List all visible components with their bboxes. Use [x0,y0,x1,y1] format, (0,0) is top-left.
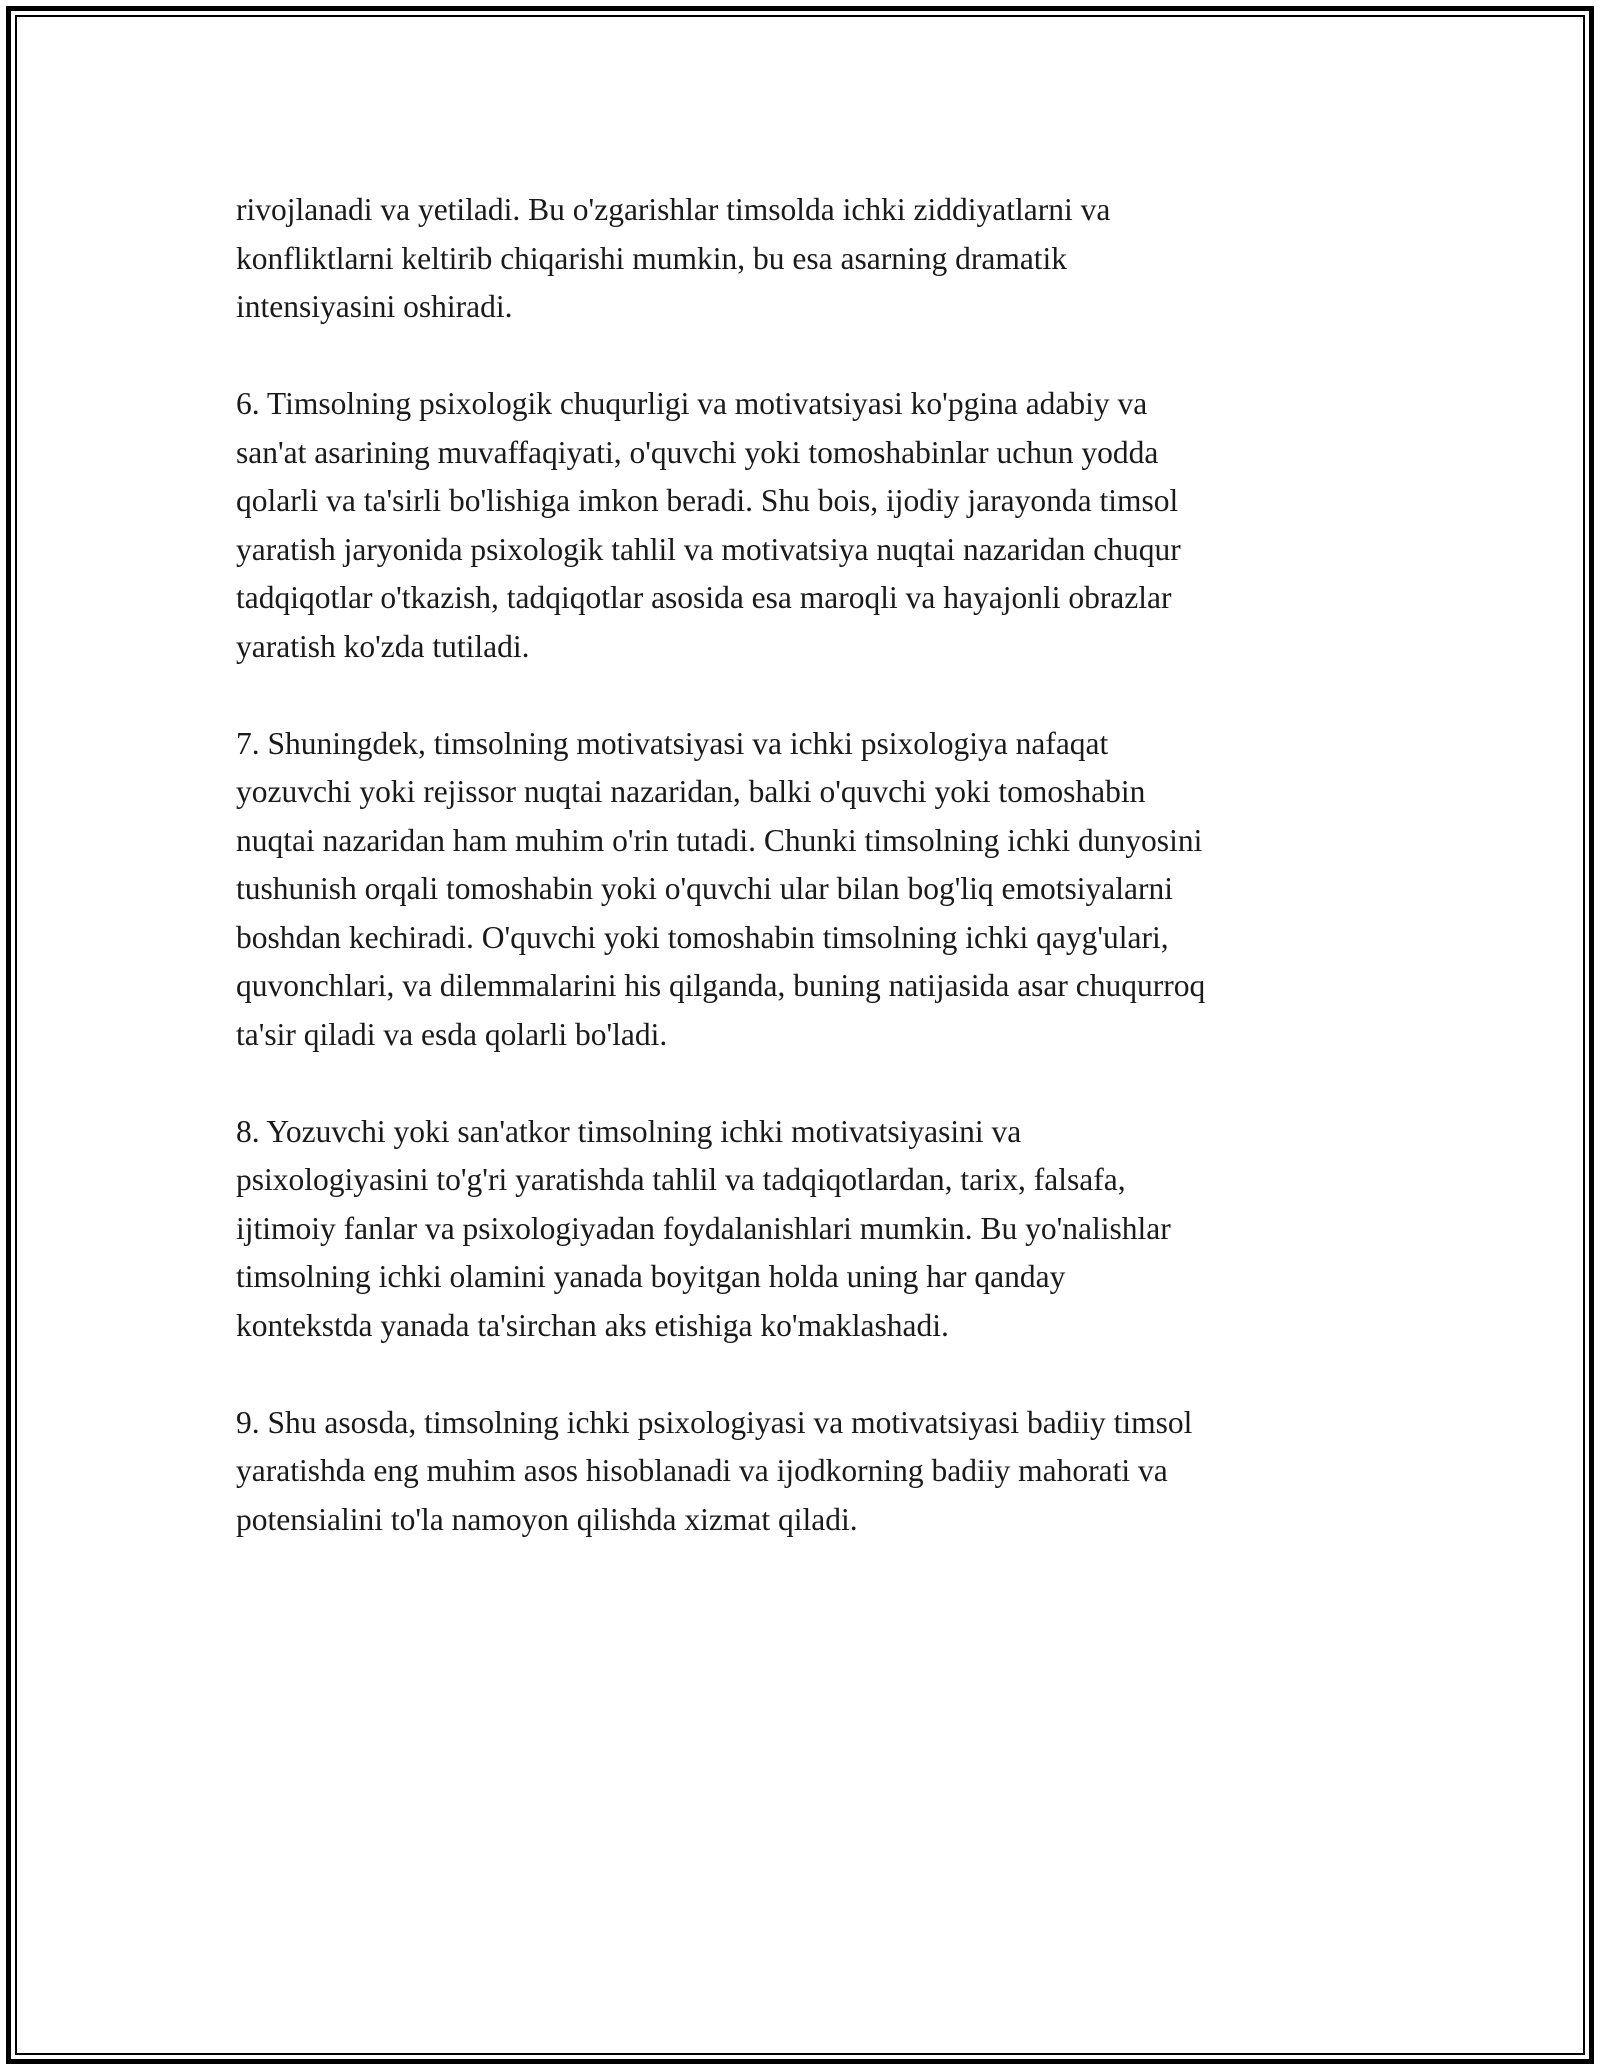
text-line: psixologiyasini to'g'ri yaratishda tahlil va tadqiqotlardan, tarix, falsafa, [236,1162,1126,1197]
text-line: boshdan kechiradi. O'quvchi yoki tomoshabin timsolning ichki qayg'ulari, [236,919,1169,955]
paragraph-item-7 [236,720,1416,1060]
document-body [236,186,1416,1593]
text-line: timsolning ichki olamini yanada boyitgan holda uning har qanday [236,1259,1066,1294]
text-line: yozuvchi yoki rejissor nuqtai nazaridan, balki o'quvchi yoki tomoshabin [236,774,1146,809]
paragraph-item-6 [236,380,1416,671]
text-line: konfliktlarni keltirib chiqarishi mumkin, bu esa asarning dramatik [236,240,1068,276]
text-line: kontekstda yanada ta'sirchan aks etishiga ko'maklashadi. [236,1307,949,1343]
text-line: quvonchlari, va dilemmalarini his qilganda, buning natijasida asar chuqurroq [236,968,1206,1003]
text-line: ta'sir qiladi va esda qolarli bo'ladi. [236,1016,668,1052]
text-line: yaratish ko'zda tutiladi. [236,628,530,664]
text-line: rivojlanadi va yetiladi. Bu o'zgarishlar timsolda ichki ziddiyatlarni va [236,192,1111,227]
text-line: ijtimoiy fanlar va psixologiyadan foydalanishlari mumkin. Bu yo'nalishlar [236,1210,1171,1246]
paragraph-item-8 [236,1108,1416,1351]
text-line: 7. Shuningdek, timsolning motivatsiyasi va ichki psixologiya nafaqat [236,725,1109,761]
text-line: 8. Yozuvchi yoki san'atkor timsolning ichki motivatsiyasini va [236,1113,1022,1149]
text-line: tushunish orqali tomoshabin yoki o'quvchi ular bilan bog'liq emotsiyalarni [236,871,1173,906]
text-line: intensiyasini oshiradi. [236,289,513,324]
text-line: potensialini to'la namoyon qilishda xizmat qiladi. [236,1501,858,1537]
text-line: 9. Shu asosda, timsolning ichki psixologiyasi va motivatsiyasi badiiy timsol [236,1404,1193,1440]
text-line: yaratishda eng muhim asos hisoblanadi va ijodkorning badiiy mahorati va [236,1453,1168,1488]
paragraph-continuation [236,186,1416,332]
text-line: yaratish jaryonida psixologik tahlil va motivatsiya nuqtai nazaridan chuqur [236,531,1181,567]
text-line: qolarli va ta'sirli bo'lishiga imkon beradi. Shu bois, ijodiy jarayonda timsol [236,483,1179,518]
text-line: tadqiqotlar o'tkazish, tadqiqotlar asosida esa maroqli va hayajonli obrazlar [236,580,1172,615]
text-line: 6. Timsolning psixologik chuqurligi va motivatsiyasi ko'pgina adabiy va [236,386,1148,421]
paragraph-item-9 [236,1399,1416,1545]
text-line: nuqtai nazaridan ham muhim o'rin tutadi. Chunki timsolning ichki dunyosini [236,822,1203,858]
text-line: san'at asarining muvaffaqiyati, o'quvchi yoki tomoshabinlar uchun yodda [236,434,1159,470]
